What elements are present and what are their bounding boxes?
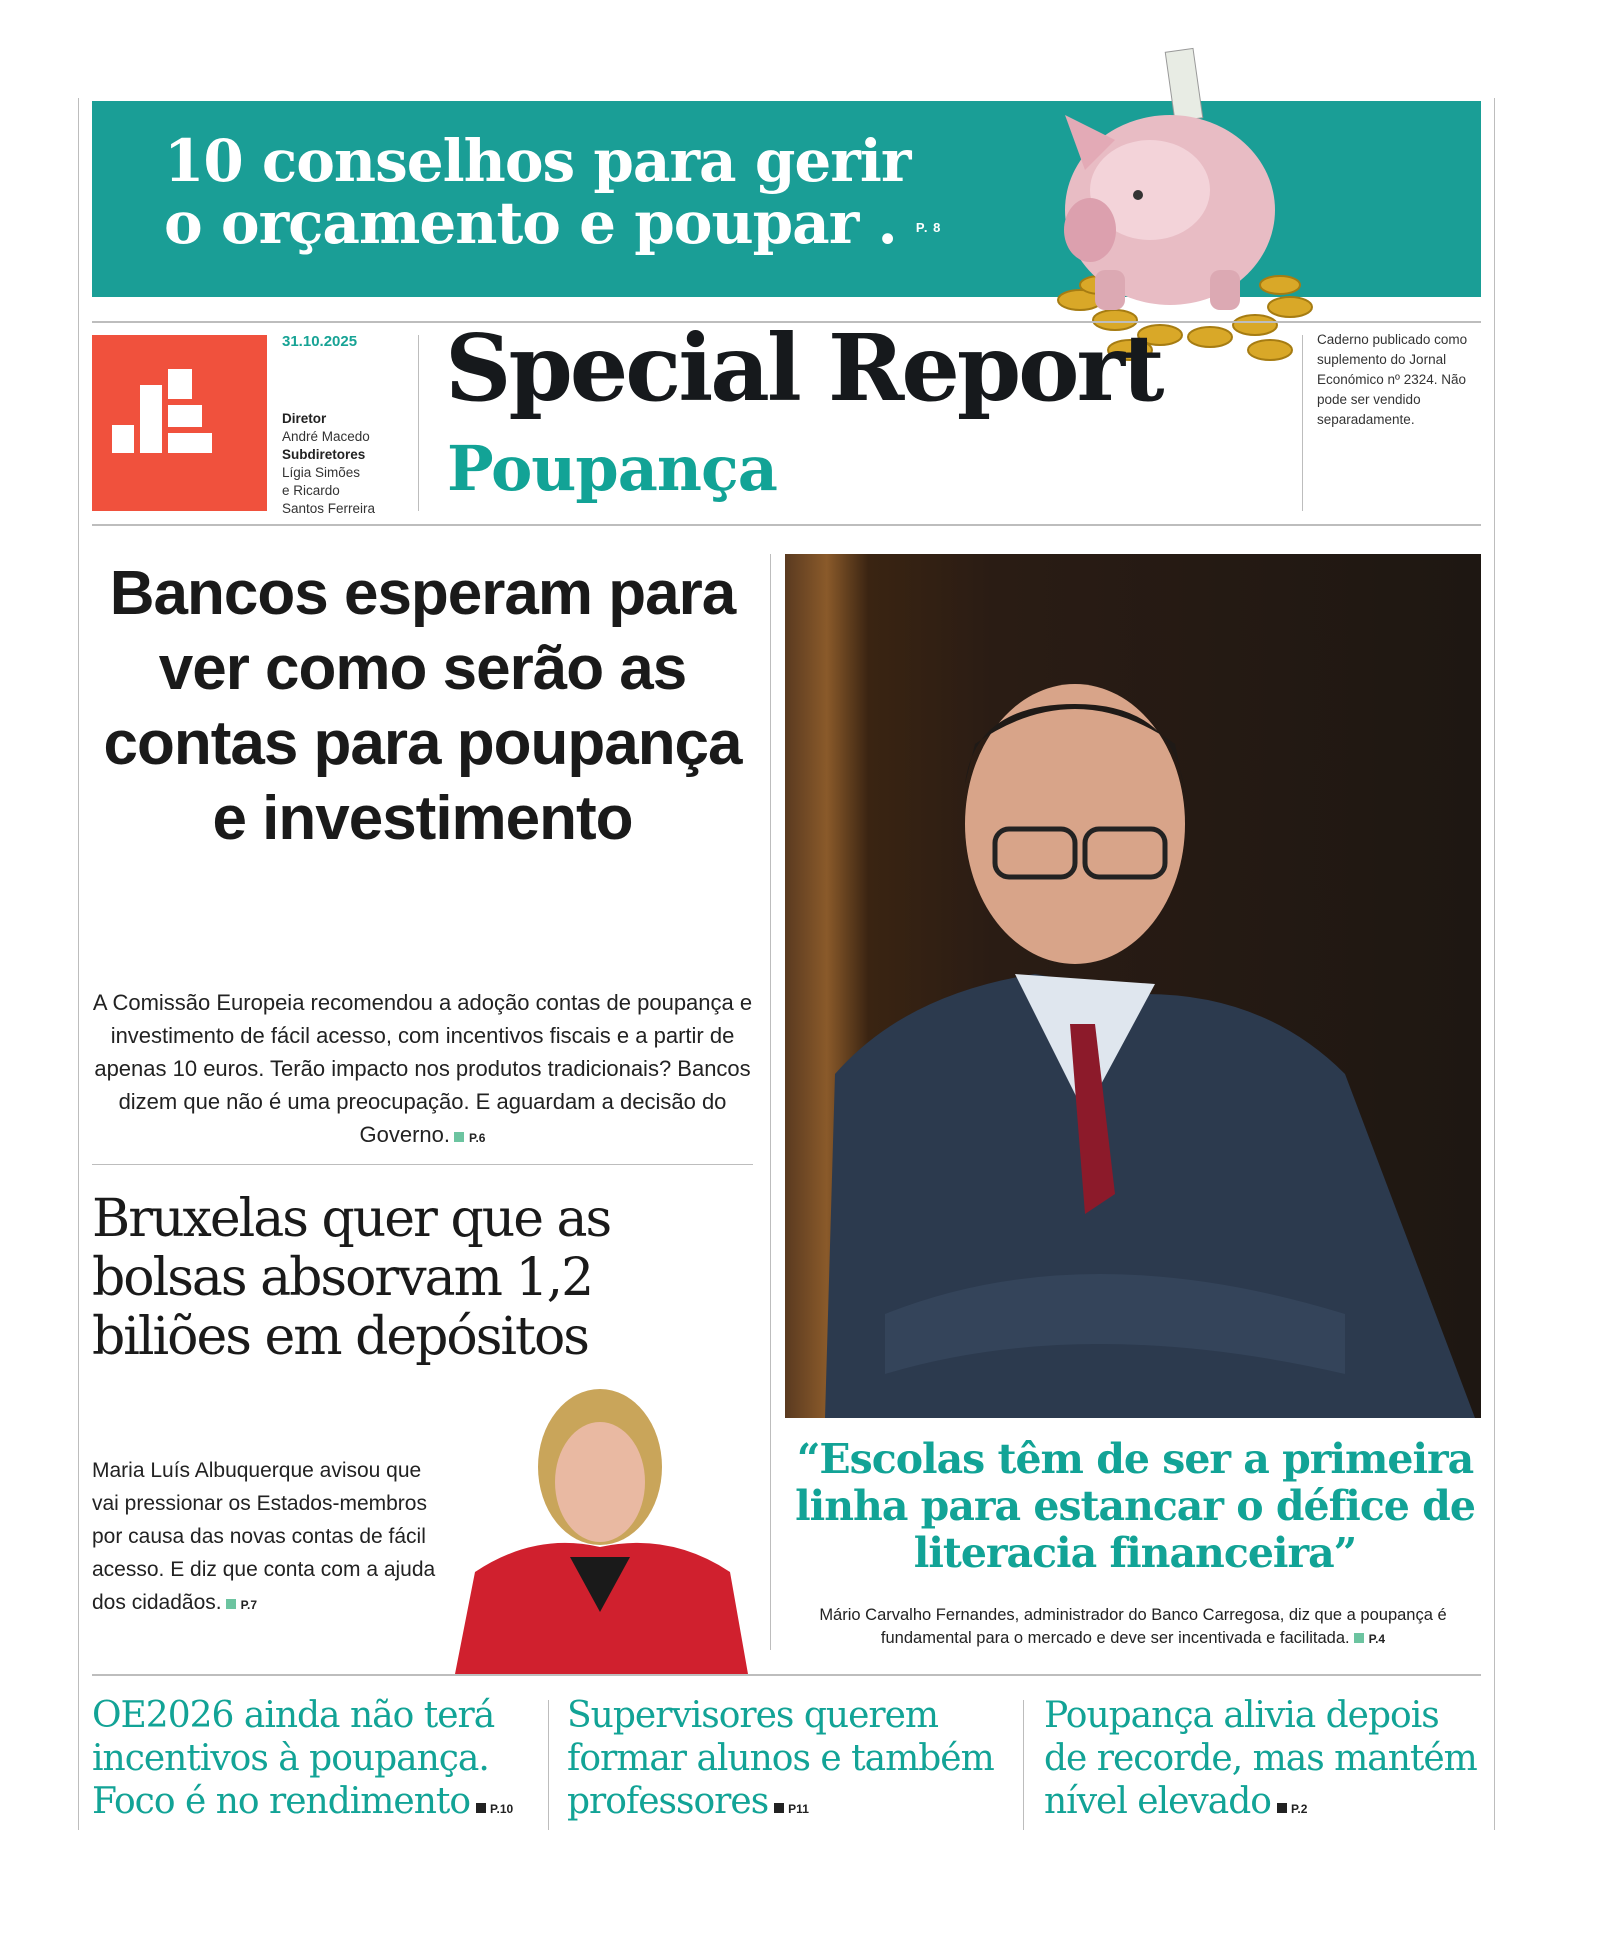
page-marker-icon [774,1803,784,1813]
bottom-divider-2 [1023,1700,1024,1830]
staff-credits [282,410,375,518]
lead-page-ref[interactable] [454,1131,485,1145]
maria-luis-albuquerque-photo [455,1372,748,1674]
bottom-headline: OE2026 ainda não terá incentivos à poupança. Foco é no rendimento [92,1695,495,1822]
page-marker-icon [226,1599,236,1609]
page-marker-icon [454,1132,464,1142]
bottom-section-rule [92,1674,1481,1676]
interview-caption [785,1604,1481,1651]
director-label: Diretor [282,411,327,426]
newspaper-logo[interactable] [92,335,267,511]
column-divider [770,554,771,1650]
bottom-page-ref-text: P.2 [1290,1802,1308,1816]
subdirectors-label: Subdiretores [282,447,366,462]
left-page-border [78,98,79,1830]
bottom-page-ref-text: P.10 [490,1802,514,1816]
page-marker-icon [476,1803,486,1813]
right-page-border [1494,98,1495,1830]
section-subtitle: Poupança [447,432,777,505]
subdirector-2: e Ricardo [282,483,340,498]
masthead-bottom-rule [92,524,1481,526]
bottom-story-3[interactable] [1044,1694,1484,1831]
second-headline[interactable]: Bruxelas quer que as bolsas absorvam 1,2 biliões em depósitos [92,1189,611,1367]
page-marker-icon [1354,1633,1364,1643]
supplement-divider [1302,335,1303,511]
subdirector-3: Santos Ferreira [282,501,376,516]
subdirector-1: Lígia Simões [282,465,361,480]
promo-banner-title[interactable] [164,127,942,259]
supplement-note: Caderno publicado como suplemento do Jornal Económico nº 2324. Não pode ser vendido separadamente. [1317,332,1468,427]
banner-title-line1: 10 conselhos para gerir [164,127,911,195]
bottom-headline: Supervisores querem formar alunos e também professores [567,1695,994,1822]
second-page-ref[interactable] [226,1598,257,1612]
second-summary [92,1454,452,1622]
bottom-story-1[interactable] [92,1694,532,1831]
interview-caption-text: Mário Carvalho Fernandes, administrador do Banco Carregosa, diz que a poupança é fundamental para o mercado e deve ser incentivada e facilitada. [819,1606,1447,1647]
bottom-headline: Poupança alivia depois de recorde, mas mantém nível elevado [1044,1695,1477,1822]
lead-bottom-rule [92,1164,753,1165]
bottom-page-ref [1277,1802,1307,1816]
bottom-page-ref-text: P11 [788,1802,809,1816]
lead-summary [92,986,753,1155]
interview-page-ref-text: P.4 [1368,1632,1386,1646]
banner-title-line2: o orçamento e poupar [164,189,859,257]
section-title: Special Report [445,314,1162,422]
bottom-story-2[interactable] [567,1694,1007,1831]
bottom-page-ref [476,1802,513,1816]
lead-summary-text: A Comissão Europeia recomendou a adoção contas de poupança e investimento de fácil acesso, com incentivos fiscais e a partir de apenas 10 euros. Terão impacto nos produtos tradicionais? Bancos dizem que não é uma preocupação. E aguardam a decisão do Governo. [92,990,753,1147]
second-page-ref-text: P.7 [240,1598,258,1612]
bottom-divider-1 [548,1700,549,1830]
interview-quote[interactable]: “Escolas têm de ser a primeira linha para estancar o défice de literacia financeira” [795,1435,1475,1577]
bottom-page-ref [774,1802,809,1816]
interview-page-ref[interactable] [1354,1632,1385,1646]
issue-date: 31.10.2025 [282,333,358,350]
mario-carvalho-fernandes-photo [785,554,1481,1418]
second-summary-text: Maria Luís Albuquerque avisou que vai pressionar os Estados-membros por causa das novas contas de fácil acesso. E diz que conta com a ajuda dos cidadãos. [92,1459,436,1614]
lead-page-ref-text: P.6 [469,1131,486,1145]
banner-dot: . [858,189,897,257]
director-name: André Macedo [282,429,370,444]
page-marker-icon [1277,1803,1287,1813]
banner-page-ref: P. 8 [915,220,942,235]
lead-headline[interactable]: Bancos esperam para ver como serão as contas para poupança e investimento [103,559,742,853]
masthead-divider [418,335,419,511]
